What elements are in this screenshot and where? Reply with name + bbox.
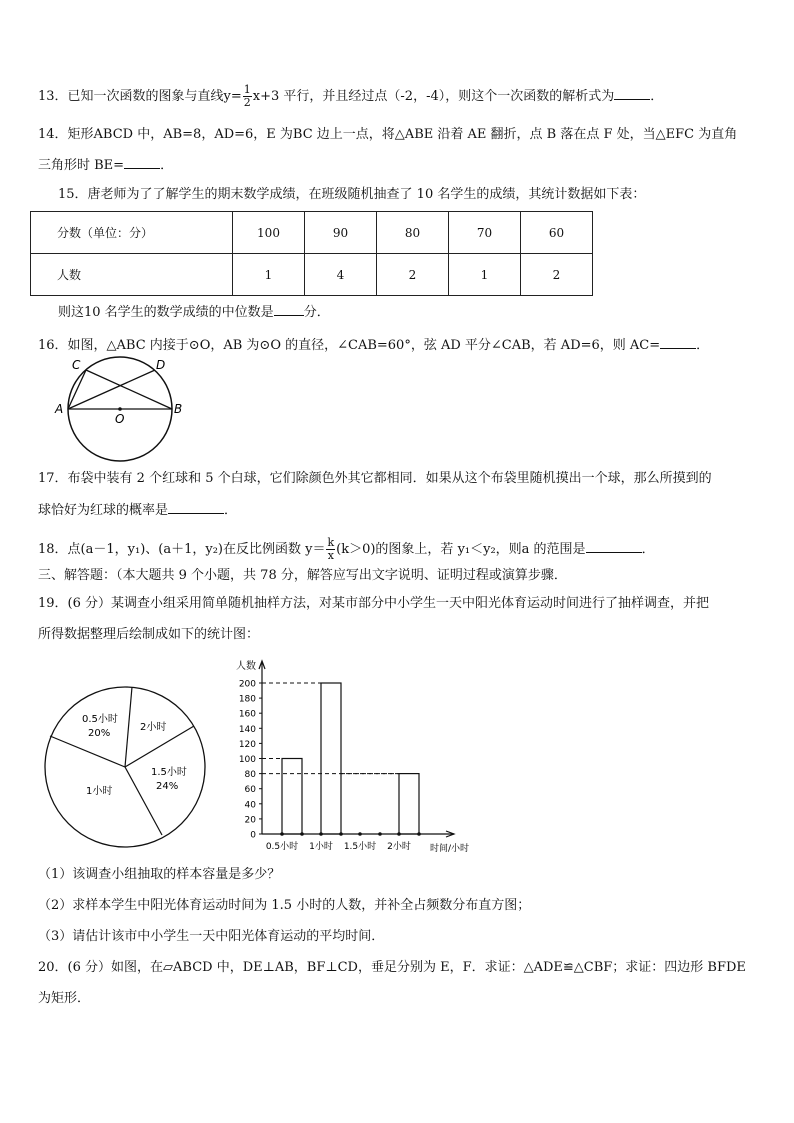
x-tick-label: 1.5小时 — [343, 842, 377, 852]
q14-answer-blank[interactable] — [124, 156, 160, 169]
label-d: D — [156, 358, 166, 372]
q18-fraction: $\frac{k}{x}$ — [327, 536, 335, 562]
score-table — [30, 211, 593, 296]
x-tick-label: 1小时 — [309, 842, 333, 852]
x-tick-dot — [378, 832, 382, 836]
q13-text-post: x+3 平行，并且经过点（-2，-4），则这个一次函数的解析式为 — [252, 89, 615, 104]
label-a: A — [55, 402, 64, 416]
bar-2小时 — [399, 774, 419, 834]
y-tick-label: 100 — [238, 755, 256, 765]
question-19-line2: 所得数据整理后绘制成如下的统计图： — [38, 627, 260, 642]
question-19-line1: 19．(6 分）某调查小组采用简单随机抽样方法，对某市部分中小学生一天中阳光体育运动时间进行了抽样调查，并把 — [38, 596, 710, 611]
pie-divider — [50, 736, 125, 767]
x-tick-dot — [358, 832, 362, 836]
pie-label-0.5h: 0.5小时 — [82, 714, 118, 725]
question-20-line1: 20．(6 分）如图，在▱ABCD 中，DE⊥AB，BF⊥CD，垂足分别为 E，F．求证：△ADE≌△CBF；求证：四边形 BFDE — [38, 960, 746, 975]
question-18: 18．点(a－1，y₁)、(a＋1，y₂)在反比例函数 y＝ $\frac{k}{x}$ (k＞0)的图象上，若 y₁＜y₂，则a 的范围是 ． — [38, 536, 655, 562]
question-20-line2: 为矩形． — [38, 991, 91, 1006]
table-cell: 70 — [449, 212, 521, 254]
q18-answer-blank[interactable] — [586, 540, 642, 553]
chord-ac — [68, 370, 86, 409]
histogram — [228, 655, 488, 860]
question-17-line1: 17．布袋中装有 2 个红球和 5 个白球，它们除颜色外其它都相同．如果从这个布袋里随机摸出一个球，那么所摸到的 — [38, 471, 712, 486]
section-3-heading: 三、解答题：（本大题共 9 个小题，共 78 分，解答应写出文字说明、证明过程或演算步骤． — [38, 568, 567, 583]
question-19-sub3: （3）请估计该市中小学生一天中阳光体育运动的平均时间． — [38, 929, 385, 944]
table-cell: 90 — [305, 212, 377, 254]
table-row — [31, 212, 593, 254]
y-tick-label: 80 — [244, 770, 256, 781]
question-15-after: 则这10 名学生的数学成绩的中位数是 分． — [58, 305, 330, 320]
y-axis-title: 人数 — [236, 661, 256, 672]
table-cell: 1 — [233, 254, 305, 296]
question-15-intro: 15．唐老师为了了解学生的期末数学成绩，在班级随机抽查了 10 名学生的成绩，其统计数据如下表： — [58, 187, 646, 202]
table-cell: 60 — [521, 212, 593, 254]
chord-ad — [68, 370, 155, 409]
question-19-sub2: （2）求样本学生中阳光体育运动时间为 1.5 小时的人数，并补全占频数分布直方图； — [38, 898, 531, 913]
x-tick-label: 2小时 — [387, 842, 411, 852]
y-tick-label: 140 — [238, 724, 256, 735]
table-cell: 2 — [377, 254, 449, 296]
center-point — [118, 407, 122, 411]
bar-1小时 — [321, 683, 341, 834]
q13-answer-blank[interactable] — [614, 87, 650, 100]
pie-label-2h: 2小时 — [140, 722, 167, 733]
bar-0.5小时 — [282, 759, 302, 835]
y-tick-label: 160 — [238, 709, 256, 720]
question-13: 13．已知一次函数的图象与直线y= $\frac{1}{2}$ x+3 平行，并且经过点（-2，-4），则这个一次函数的解析式为 ． — [38, 83, 664, 109]
pie-label-1.5h: 1.5小时 — [151, 767, 187, 778]
y-tick-label: 200 — [238, 679, 256, 690]
y-tick-label: 0 — [250, 830, 256, 841]
y-tick-label: 20 — [244, 815, 256, 826]
table-header-score: 分数（单位：分） — [31, 212, 233, 254]
q15-answer-blank[interactable] — [274, 303, 304, 316]
label-o: O — [115, 412, 125, 426]
question-16: 16．如图，△ABC 内接于⊙O，AB 为⊙O 的直径，∠CAB=60°，弦 AD 平分∠CAB，若 AD=6，则 AC= ． — [38, 338, 710, 353]
q13-fraction: $\frac{1}{2}$ — [243, 83, 251, 109]
question-14-line1: 14．矩形ABCD 中，AB=8，AD=6，E 为BC 边上一点，将△ABE 沿着 AE 翻折，点 B 落在点 F 处，当△EFC 为直角 — [38, 127, 738, 142]
x-axis-title: 时间/小时 — [430, 844, 470, 854]
table-cell: 1 — [449, 254, 521, 296]
question-14-line2: 三角形时 BE= ． — [38, 158, 174, 173]
q13-text-pre: 13．已知一次函数的图象与直线y= — [38, 89, 242, 104]
circle-figure — [52, 354, 192, 469]
q16-answer-blank[interactable] — [660, 336, 696, 349]
y-tick-label: 40 — [244, 800, 256, 811]
table-cell: 2 — [521, 254, 593, 296]
table-header-count: 人数 — [31, 254, 233, 296]
x-tick-label: 0.5小时 — [265, 842, 299, 852]
table-cell: 100 — [233, 212, 305, 254]
label-b: B — [174, 402, 183, 416]
question-17-line2: 球恰好为红球的概率是 ． — [38, 503, 238, 518]
table-cell: 4 — [305, 254, 377, 296]
question-19-sub1: （1）该调查小组抽取的样本容量是多少？ — [38, 867, 281, 882]
table-row — [31, 254, 593, 296]
pie-divider — [125, 687, 132, 767]
y-tick-label: 120 — [238, 739, 256, 750]
table-cell: 80 — [377, 212, 449, 254]
label-c: C — [72, 358, 81, 372]
pie-label-1h: 1小时 — [86, 786, 113, 797]
q17-answer-blank[interactable] — [168, 501, 224, 514]
pie-chart — [40, 682, 220, 857]
pie-pct-0.5h: 20% — [88, 728, 111, 739]
pie-pct-1.5h: 24% — [156, 781, 179, 792]
y-tick-label: 60 — [244, 785, 256, 796]
y-tick-label: 180 — [238, 694, 256, 705]
